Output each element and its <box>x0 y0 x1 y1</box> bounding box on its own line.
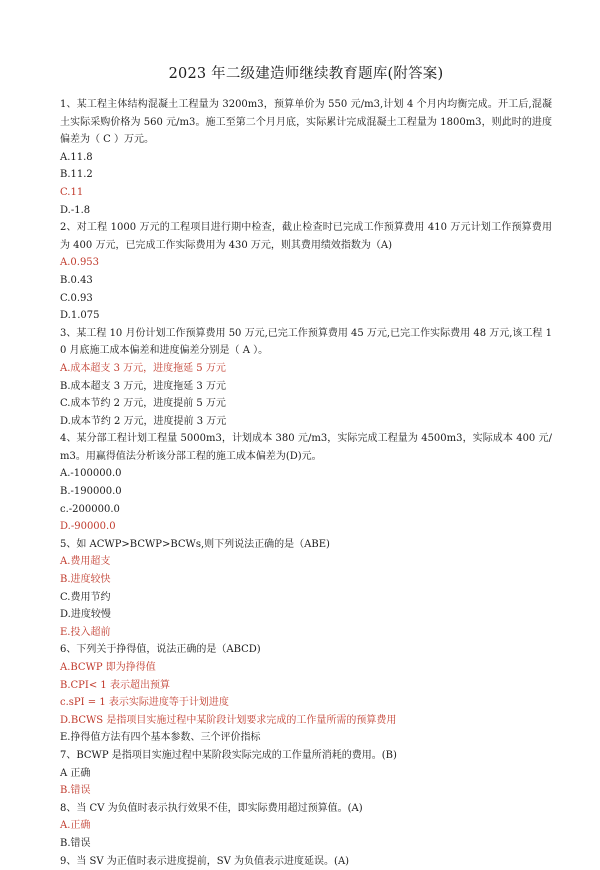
question-block <box>60 536 552 642</box>
question-block <box>60 800 552 853</box>
option: B.-190000.0 <box>60 486 122 498</box>
option: C.费用节约 <box>60 591 111 603</box>
option: B.成本超支 3 万元，进度拖延 3 万元 <box>60 380 226 392</box>
option: c.-200000.0 <box>60 503 120 515</box>
option-correct: C.11 <box>60 186 84 198</box>
option: D.进度较慢 <box>60 609 111 621</box>
option-correct: c.sPI = 1 表示实际进度等于计划进度 <box>60 697 229 709</box>
question-block <box>60 96 552 219</box>
option: A 正确 <box>60 767 91 779</box>
question-block <box>60 325 552 431</box>
option: D.成本节约 2 万元，进度提前 3 万元 <box>60 415 227 427</box>
option-correct: A.成本超支 3 万元，进度拖延 5 万元 <box>60 362 226 374</box>
option-correct: B.CPI< 1 表示超出预算 <box>60 679 170 691</box>
option: D.1.075 <box>60 310 100 322</box>
page-title: 2023 年二级建造师继续教育题库(附答案) <box>168 66 444 82</box>
option: D.-1.8 <box>60 204 91 216</box>
option-correct: E.投入超前 <box>60 626 111 638</box>
question-block <box>60 219 552 325</box>
question-text: 8、当 CV 为负值时表示执行效果不佳，即实际费用超过预算值。(A) <box>60 802 363 814</box>
option: A.11.8 <box>60 151 93 163</box>
question-text: 2、对工程 1000 万元的工程项目进行期中检查，截止检查时已完成工作预算费用 410 万元计划工作预算费用为 400 万元，已完成工作实际费用为 430 万元，则其费用绩效指数为（A) <box>60 222 552 251</box>
option: E.挣得值方法有四个基本参数、三个评价指标 <box>60 732 261 744</box>
option-correct: A.0.953 <box>60 257 100 269</box>
question-list <box>60 96 552 870</box>
option: A.-100000.0 <box>60 468 122 480</box>
question-block <box>60 853 552 870</box>
option-correct: D.-90000.0 <box>60 521 116 533</box>
question-text: 3、某工程 10 月份计划工作预算费用 50 万元,已完工作预算费用 45 万元,已完工作实际费用 48 万元,该工程 10 月底施工成本偏差和进度偏差分别是（ A ）。 <box>60 327 552 357</box>
option: B.11.2 <box>60 169 93 181</box>
question-text: 6、下列关于挣得值，说法正确的是（ABCD) <box>60 644 261 656</box>
question-text: 5、如 ACWP>BCWP>BCWs,则下列说法正确的是（ABE) <box>60 538 330 550</box>
option: C.成本节约 2 万元，进度提前 5 万元 <box>60 398 226 410</box>
question-text: 4、某分部工程计划工程量 5000m3，计划成本 380 元/m3，实际完成工程量为 4500m3，实际成本 400 元/m3。用赢得值法分析该分部工程的施工成本偏差为(D)元。 <box>60 433 552 462</box>
option: C.0.93 <box>60 292 93 304</box>
option-correct: D.BCWS 是指项目实施过程中某阶段计划要求完成的工作量所需的预算费用 <box>60 714 397 726</box>
option-correct: A.正确 <box>60 820 91 832</box>
option-correct: B.进度较快 <box>60 574 111 586</box>
question-text: 7、BCWP 是指项目实施过程中某阶段实际完成的工作量所消耗的费用。(B) <box>60 749 397 761</box>
option: B.0.43 <box>60 274 93 286</box>
option-correct: A.BCWP 即为挣得值 <box>60 662 156 673</box>
question-block <box>60 641 552 747</box>
option-correct: B.错误 <box>60 785 91 797</box>
option-correct: A.费用超支 <box>60 556 111 568</box>
option: B.错误 <box>60 837 91 849</box>
question-block <box>60 747 552 800</box>
question-text: 1、某工程主体结构混凝土工程量为 3200m3，预算单价为 550 元/m3,计划 4 个月内均衡完成。开工后,混凝土实际采购价格为 560 元/m3。施工至第二个月月底，实际累计完成混凝土工程量为 1800m3，则此时的进度偏差为（ C ）万元。 <box>60 99 552 146</box>
question-text: 9、当 SV 为正值时表示进度提前，SV 为负值表示进度延误。(A) <box>60 855 350 867</box>
question-block <box>60 430 552 536</box>
